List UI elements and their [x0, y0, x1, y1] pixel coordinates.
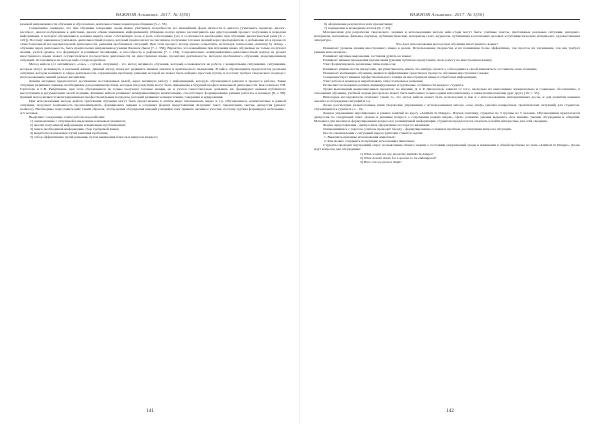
paragraph: 2) анализ полученной информации и выявление проблематики; [30, 123, 126, 128]
paragraph: Что дает использование метода при обучении иностранного языка? [396, 42, 498, 47]
paragraph: Данное упражнение апробировано в рамках занятий по курсу «Animals in Danger». Изучая тематику, студенты по 3 группы по 5 человек. Обучающимся предлагается дискуссия по следующей теме: «Issues и решение вопроса о сохранении редких видов». Цель: развитие умения выражать свое мнение, умение обсуждения и общения. Материал для анализа и формулирования вопросов к размещённой информации: студентам предлагается отыскать и найти интересные для себя сведения. [314, 111, 580, 124]
header-rule-left [20, 19, 286, 20]
paragraph: После ознакомления с ситуацией перед группами ставятся задачи: [323, 131, 424, 136]
paragraph: Уроки выполнения вышеописанных проектов, по мнению Д. и Р. Джонсонов, зависят от того, насколько их выполнение эмоционально и социально обоснованно, в отношении обучения, учебной задачи (которая не может быть выполнена только одним исполнителем), а также взаимопомощи друг другу [10, с. 35]. [314, 86, 580, 95]
paragraph: Студенты проводят внутренний опрос на выяснение общего знания о состоянии окружающей среды и изменения в общей проблеме по теме «Animals in Danger». Далее идут вопросы для обсуждения: [314, 143, 580, 152]
paragraph: Учит работе в команде и вырабатывать самостоятельное решение; [323, 78, 424, 83]
paragraph: 4) выработка возможных путей решения проблемы; [30, 131, 109, 136]
paragraph: При использовании метода кейсов требования обучения могут быть представлены в любом виде: письменном, видео и т.д. Обучающиеся, компетентные в данной ситуации, получают возможность проанализировать, формировать навыки в основных формах представления ситуации: текст, презентация, скетчи, дискуссия (диалог, полилог). Необходимо подготовить кейс таким образом, чтобы время обсуждения каждый учащийся смог принять активное участие, поэтому группы формируют небольшие - 4-5 человек. [20, 98, 286, 116]
paragraph: Метод кейсов (от английского «case» - случай, ситуация) - это метод активного обучения, который основывается на работе с конкретными ситуациями, ситуациями, которые могут возникнуть в реальной жизни. Данный метод помогает развивать навыки анализа и критического мышления. В кейсе обучающимся предлагается реальная ситуация, которая возникла в сфере деятельности, отражающая проблему, решение которой не может быть найдено простым путем, и поэтому требует творческого подхода с использованием знаний разных дисциплин. [20, 62, 286, 79]
paragraph: Развивает умение вести дискуссию, аргументировать, иметь что-нибудь сказать у собеседника в своей изменяться, отстаивать свою позицию. [323, 66, 538, 71]
paragraph: 1) ознакомление с ситуацией и выделение ключевых моментов; [30, 119, 126, 124]
page-number-left: 141 [146, 408, 154, 414]
running-head-left: ВАЖНОВ Альманах. 2017. № 3(50) [115, 12, 191, 17]
paragraph: 1) What would we say about the animals in danger? [360, 151, 434, 156]
paragraph: Повышает уровень знания иностранного языка в целом. Использование творчества и их понимание более эффективно, так простое их заучивание, так как требует умения использовать; [314, 46, 580, 55]
paragraph: Развивает научные выражения, заставляя думать на языке; [323, 54, 412, 59]
paragraph: 5) отбор эффективных путей решения, путем выявления плюсов и минусов каждого; [30, 135, 159, 140]
left-page-body [20, 22, 286, 139]
paragraph: Развивает навыки проведения презентаций (умения публично представить свою работу на иностранном языке); [323, 58, 493, 63]
paragraph: 7) подведение и возведение итогов [9, с. 23]. [324, 26, 392, 31]
paragraph: 6) оформление результатов и их презентация; [324, 22, 393, 26]
running-head-right: ВАЖНОВ Альманах. 2017. № 3(50) [409, 12, 485, 17]
right-page [300, 0, 600, 424]
paragraph: речевой направленности обучения и обусловлено деятельностным характером общения [5, с. 53]. [20, 22, 168, 26]
paragraph: 1. Выяснить причины исчезновения животных; [324, 135, 396, 140]
paragraph: Выделяют следующие этапы работы над кейсами: [29, 115, 105, 120]
paragraph: Повышает мотивацию обучения, является эффективным средством в процессе обучения иностранного языка; [323, 70, 490, 75]
right-page-body [314, 22, 580, 164]
paragraph: Совершенствует навыки профессионального чтения на иностранном языке и обработки информации; [323, 74, 477, 79]
paragraph: Ознакомившись с текстом, учитель проводит беседу - формулирование основных проблем, рассматривая вопросы ситуации. [323, 127, 512, 132]
header-rule-right [314, 19, 580, 20]
paragraph: 3) How can we protect them? [360, 159, 402, 164]
paragraph: Учит формулировать различные типы вопросов; [323, 62, 397, 67]
paragraph: 2) What doesn't mean for a species to be endangered? [360, 155, 437, 160]
paragraph: Данная методика предполагает достижение поставленных целей, через активную работу с информацией, которую обучающиеся решают в процессе работы. Такие ситуации развивают навыки, необходимые для решения проблем, которые впоследствии могут быть применены в будущей профессиональной деятельности. Как отмечает Т.Н. Горбатова и С.В. Рыбушкина, при этом обучающиеся не только получают готовые знания, но и учатся самостоятельно добывать их, формируют навыки публичного выступления и аргументации своей позиции. Решение кейсов развивает коммуникативную компетенцию, способствует формированию умения работать в команде [8, с. 98]. Данный метод является интегрированным профессиональным подходом, который развивает навыки чтения, говорения и аудирования. [20, 78, 286, 99]
paragraph: Форма представления - дискуссия и оформление постера по явлениям. [323, 123, 430, 128]
page-number-right: 142 [446, 408, 454, 414]
paragraph: 2. Как можно сохранить популяцию исчезающих животных. [324, 139, 416, 144]
paragraph: Некоторые исследователи отмечают также то, что метод кейсов может быть использован и вне и с использованием интерактивных досок, и для развития навыков анализа и обсуждения ситуаций и т.д. [314, 94, 580, 103]
paragraph: Материалами для разработки творческого задания и использования метода кейс-стади могут быть: учебные тексты, проблемные реальные ситуации, интернет-материалы, материалы, фильмы, научные, публицистические, материалы газет, журналов, публикация в различных деловых и публицистических материалах, художественная литература. [314, 30, 580, 43]
paragraph: Позволяет полноценно решить индивидуальные и групповые особенности каждого студента. [323, 82, 465, 87]
paragraph: Совершенно очевидно, что при обучении говорению очень важно учитывать потребности его важнейших форм личности и диалога (учитывать характер, диалог-расспрос, диалог-побуждение к действию, диалог-обмен мнениями, информацией). Общение всегда нужно рассматривать как двусторонний процесс получения и передачи информации, в котором обучающиеся должны видеть свою собственную роль и роль собеседника (это в особенности необходимо при обучении диалогической речи [6, с. 122]). Поэтому заявленное учитывать деятельностный подход, который предполагает не пассивное получение готовых знаний через преподавателя, а добывание их в процессе самостоятельной исследовательской деятельности, решения проблемных ситуаций. При этом процесс всегда нужно осмыслить, используя технологии «learning by doing» - обучение через деятельность, быть предпосылка направленная учения Джоном Дьюи [7, с. 356]. Вероятно, что важнейшие при изучении языка обучаемые не только получают знания, учатся думать, что формирует и развивает мотивацию, и способность к рефлексии [7, с. 164]. Следовательно, коммуникативно-деятельностный подход на уроках иностранного языка может осуществляться посредством деятельности на иностранном языке, проектная деятельность, методом проблемного обучения, моделированием ситуаций. Остановимся на методе кейс-стади подробнее. [20, 26, 286, 63]
paragraph: Далее рассмотрим разработанные нами творческие упражнения с использованием метода «case study» (анализ конкретных, практических ситуаций) для студентов, обучающихся в группе 6-го - 19-. [314, 102, 580, 111]
paragraph: 3) поиск необходимой информации, сбор требуемой языка; [30, 127, 120, 132]
